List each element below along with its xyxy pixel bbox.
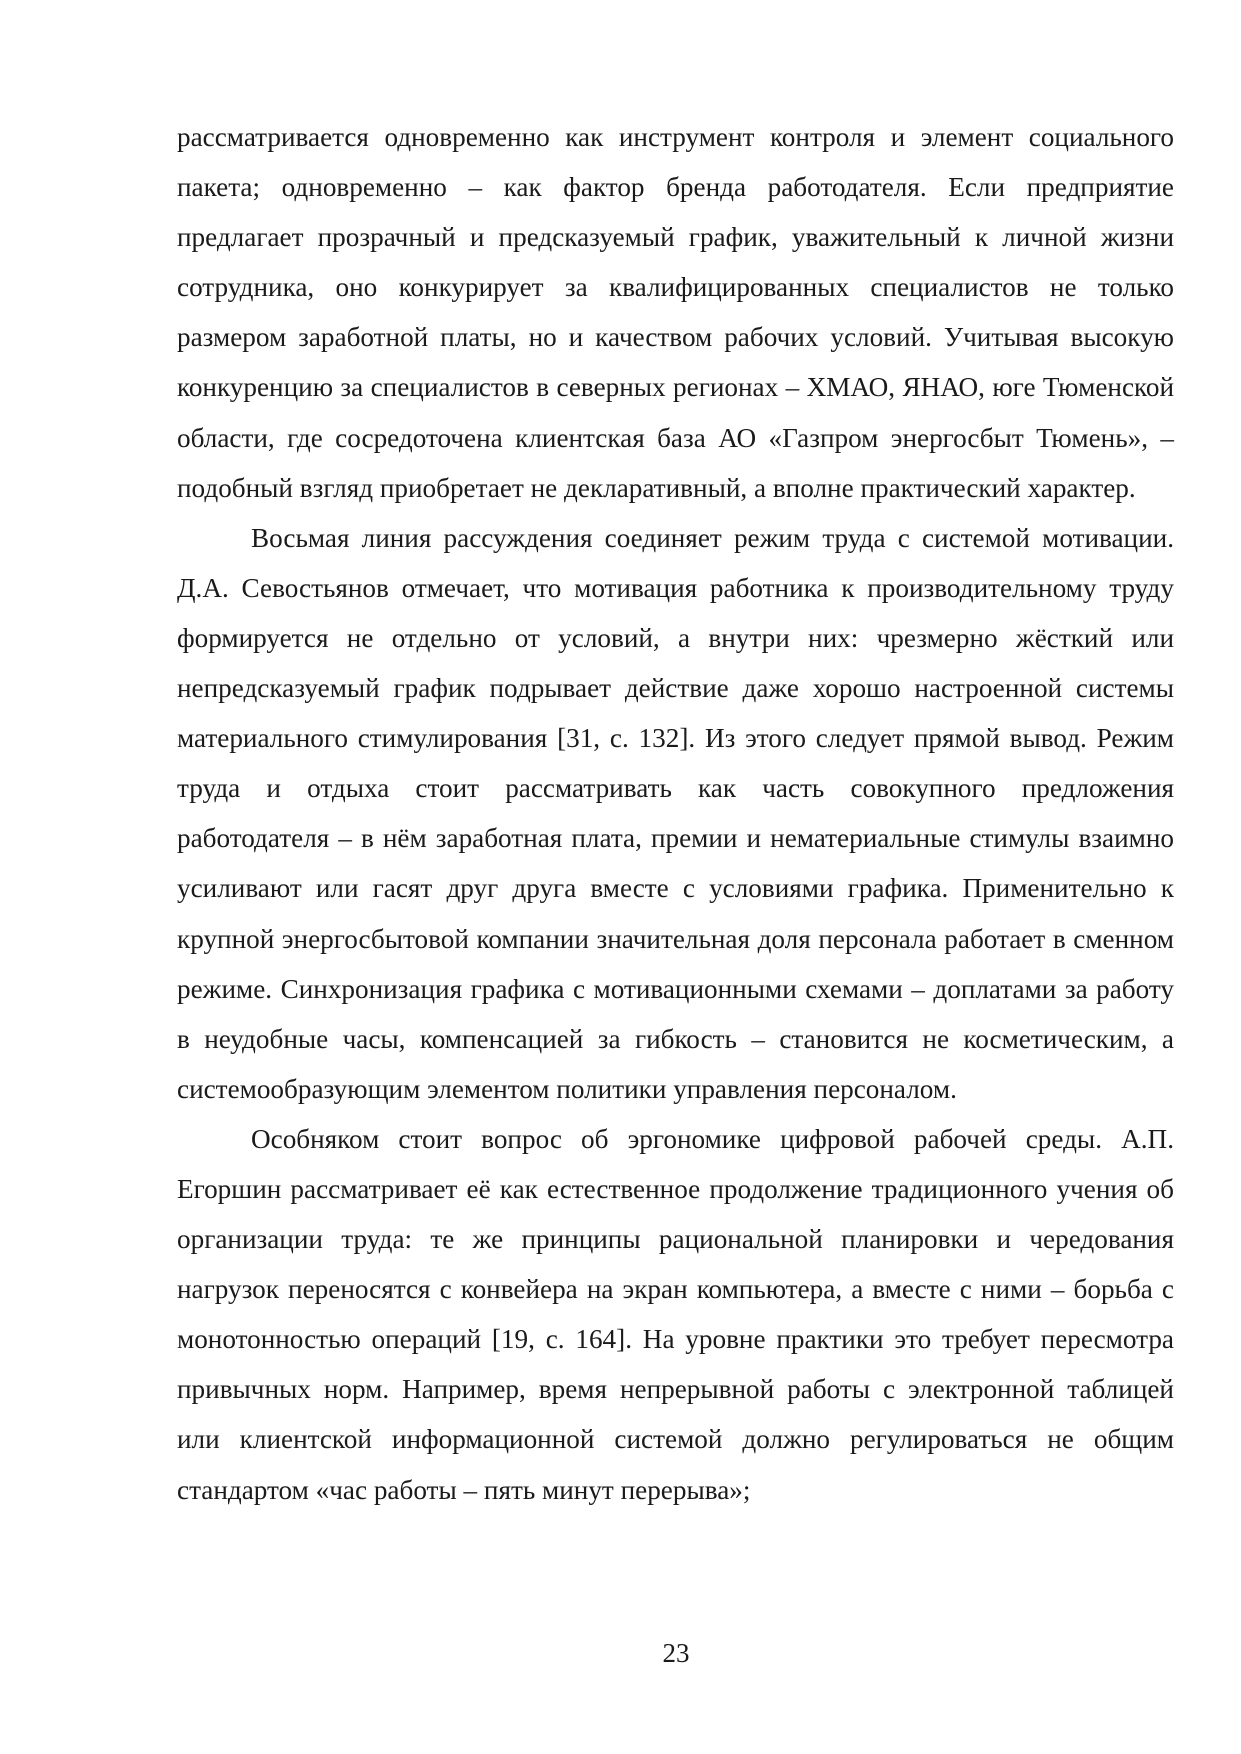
paragraph-3: Особняком стоит вопрос об эргономике цифровой рабочей среды. А.П. Егоршин рассматривает её как естественное продолжение традиционного учения об организации труда: те же принципы рациональной планировки и чередования нагрузок переносятся с конвейера на экран компьютера, а вместе с ними – борьба с монотонностью операций [19, с. 164]. На уровне практики это требует пересмотра привычных норм. Например, время непрерывной работы с электронной таблицей или клиентской информационной системой должно регулироваться не общим стандартом «час работы – пять минут перерыва»;	[177, 1123, 1174, 1505]
paragraph-1: рассматривается одновременно как инструмент контроля и элемент социального пакета; одновременно – как фактор бренда работодателя. Если предприятие предлагает прозрачный и предсказуемый график, уважительный к личной жизни сотрудника, оно конкурирует за квалифицированных специалистов не только размером заработной платы, но и качеством рабочих условий. Учитывая высокую конкуренцию за специалистов в северных регионах – ХМАО, ЯНАО, юге Тюменской области, где сосредоточена клиентская база АО «Газпром энергосбыт Тюмень», – подобный взгляд приобретает не декларативный, а вполне практический характер.	[177, 122, 1174, 503]
body-text	[177, 112, 1174, 1515]
paragraph-2: Восьмая линия рассуждения соединяет режим труда с системой мотивации. Д.А. Севостьянов отмечает, что мотивация работника к производительному труду формируется не отдельно от условий, а внутри них: чрезмерно жёсткий или непредсказуемый график подрывает действие даже хорошо настроенной системы материального стимулирования [31, с. 132]. Из этого следует прямой вывод. Режим труда и отдыха стоит рассматривать как часть совокупного предложения работодателя – в нём заработная плата, премии и нематериальные стимулы взаимно усиливают или гасят друг друга вместе с условиями графика. Применительно к крупной энергосбытовой компании значительная доля персонала работает в сменном режиме. Синхронизация графика с мотивационными схемами – доплатами за работу в неудобные часы, компенсацией за гибкость – становится не косметическим, а системообразующим элементом политики управления персоналом.	[177, 522, 1174, 1104]
page-number: 23	[662, 1638, 690, 1668]
